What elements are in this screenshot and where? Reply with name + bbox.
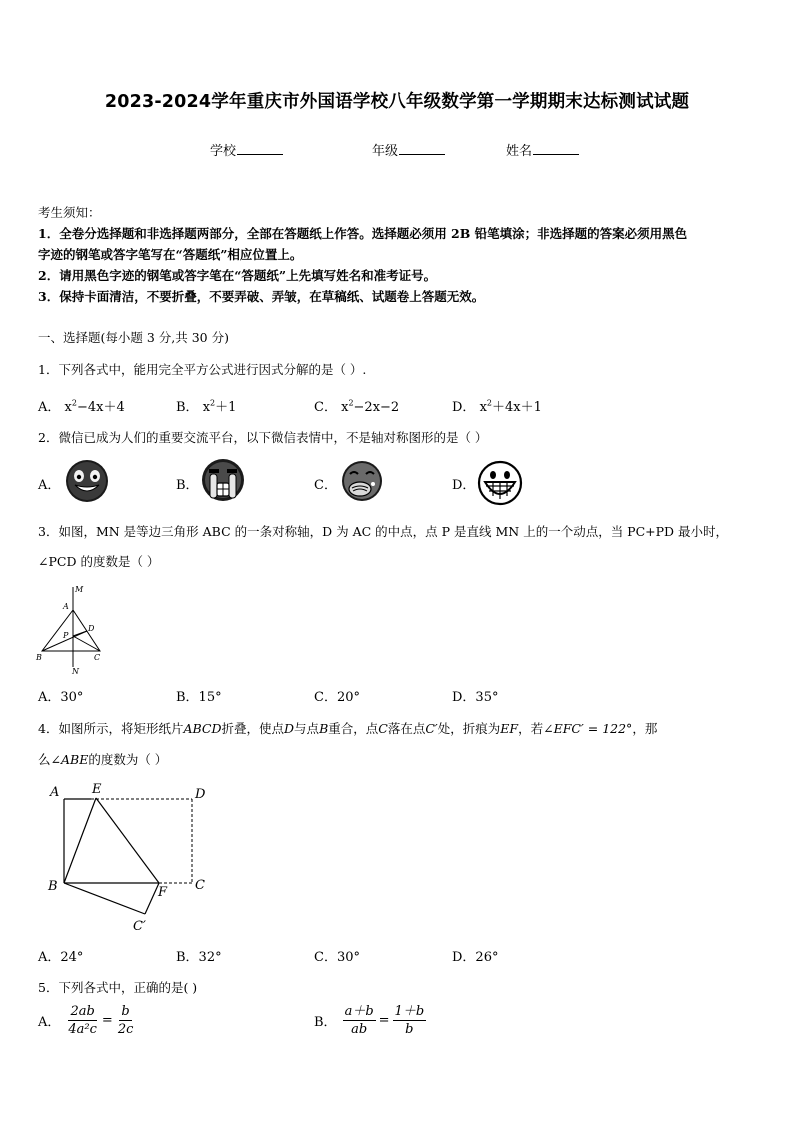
q5-stem: 5．下列各式中，正确的是( ) <box>38 980 198 995</box>
label-f: F <box>158 885 168 900</box>
segment-c2f <box>145 883 159 914</box>
q4-option-c[interactable]: C．30° <box>314 950 360 965</box>
q4-stem-line1: 4．如图所示，将矩形纸片ABCD折叠，使点D与点B重合，点C落在点C′处，折痕为EF，若∠EFC′ = 122°，那 <box>38 721 658 736</box>
crying-face-icon[interactable] <box>200 457 246 505</box>
label-n: N <box>72 667 79 675</box>
label-c-prime: C′ <box>133 919 146 934</box>
q2-label-d[interactable]: D． <box>452 478 476 493</box>
notice-item-2: 2．请用黑色字迹的钢笔或答字笔在“答题纸”上先填写姓名和准考证号。 <box>38 268 437 283</box>
q3-triangle-figure <box>34 583 114 675</box>
q1-stem: 1．下列各式中，能用完全平方公式进行因式分解的是（ ）. <box>38 362 367 377</box>
label-c: C <box>195 878 205 893</box>
q3-stem-line2: ∠PCD 的度数是（ ） <box>38 554 160 569</box>
shy-face-icon[interactable] <box>340 459 384 503</box>
q5-option-b[interactable]: B． $\frac{a+b}{ab}$ = $\frac{1+b}{b}$ <box>314 1004 425 1037</box>
q3-option-a[interactable]: A．30° <box>38 690 84 705</box>
grade-blank[interactable] <box>399 142 445 155</box>
label-b: B <box>36 653 42 662</box>
name-label: 姓名 <box>506 144 533 159</box>
grinning-face-icon[interactable] <box>477 460 523 506</box>
q1-option-d[interactable]: D． $x^2+4x+1$ <box>452 398 542 415</box>
fraction-b-over-2c: $\frac{b}{2c}$ <box>117 1004 134 1037</box>
q1-option-c[interactable]: C． $x^2-2x-2$ <box>314 398 400 415</box>
school-field[interactable] <box>210 140 283 159</box>
q2-label-a[interactable]: A． <box>38 478 61 493</box>
q4-stem-line2: 么∠ABE的度数为（ ） <box>38 752 168 767</box>
segment-bc2 <box>64 883 145 914</box>
label-a: A <box>50 785 60 800</box>
label-c: C <box>94 653 101 662</box>
notice-item-1: 1．全卷分选择题和非选择题两部分，全部在答题纸上作答。选择题必须用 2B 铅笔填涂；非选择题的答案必须用黑色 <box>38 226 688 241</box>
school-blank[interactable] <box>237 142 283 155</box>
q2-stem: 2．微信已成为人们的重要交流平台，以下微信表情中，不是轴对称图形的是（ ） <box>38 430 488 445</box>
segment-pd <box>73 631 87 636</box>
grade-label: 年级 <box>372 144 399 159</box>
notice-item-1-cont: 字迹的钢笔或答字笔写在“答题纸”相应位置上。 <box>38 247 303 262</box>
fraction-2ab-over-4a2c: $\frac{2ab}{\text{4a²c}}$ <box>68 1004 97 1037</box>
label-d: D <box>88 624 95 633</box>
label-b: B <box>48 879 58 894</box>
label-m: M <box>75 585 84 594</box>
section-heading: 一、选择题(每小题 3 分,共 30 分) <box>38 330 229 345</box>
segment-ef <box>96 798 159 883</box>
q1-option-a[interactable]: A． $x^2-4x+4$ <box>38 398 125 415</box>
label-p: P <box>63 631 69 640</box>
q2-label-b[interactable]: B． <box>176 478 199 493</box>
label-a: A <box>63 602 69 611</box>
fraction-a-plus-b-over-ab: $\frac{a+b}{ab}$ <box>344 1004 374 1037</box>
q1-option-b[interactable]: B． $x^2+1$ <box>176 398 237 415</box>
q4-option-b[interactable]: B．32° <box>176 950 222 965</box>
q3-option-b[interactable]: B．15° <box>176 690 222 705</box>
segment-pc <box>73 636 100 651</box>
name-blank[interactable] <box>533 142 579 155</box>
q4-option-d[interactable]: D．26° <box>452 950 499 965</box>
notice-heading: 考生须知： <box>38 205 101 220</box>
segment-be <box>64 798 96 883</box>
label-d: D <box>195 787 206 802</box>
name-field[interactable] <box>506 140 579 159</box>
school-label: 学校 <box>210 144 237 159</box>
q4-rectangle-figure <box>44 780 214 935</box>
q3-option-c[interactable]: C．20° <box>314 690 360 705</box>
q4-option-a[interactable]: A．24° <box>38 950 84 965</box>
laughing-face-icon[interactable] <box>64 458 110 504</box>
label-e: E <box>92 782 102 797</box>
q3-option-d[interactable]: D．35° <box>452 690 499 705</box>
notice-item-3: 3．保持卡面清洁，不要折叠，不要弄破、弄皱，在草稿纸、试题卷上答题无效。 <box>38 289 485 304</box>
q5-option-a[interactable]: A． $\frac{2ab}{\text{4a²c}}$ = $\frac{b}{2c}$ <box>38 1004 134 1037</box>
grade-field[interactable] <box>372 140 445 159</box>
q2-label-c[interactable]: C． <box>314 478 337 493</box>
fraction-1-plus-b-over-b: $\frac{1+b}{b}$ <box>394 1004 425 1037</box>
page-title: 2023-2024学年重庆市外国语学校八年级数学第一学期期末达标测试试题 <box>104 92 690 112</box>
q3-stem-line1: 3．如图，MN 是等边三角形 ABC 的一条对称轴，D 为 AC 的中点，点 P 是直线 MN 上的一个动点，当 PC+PD 最小时， <box>38 524 729 539</box>
